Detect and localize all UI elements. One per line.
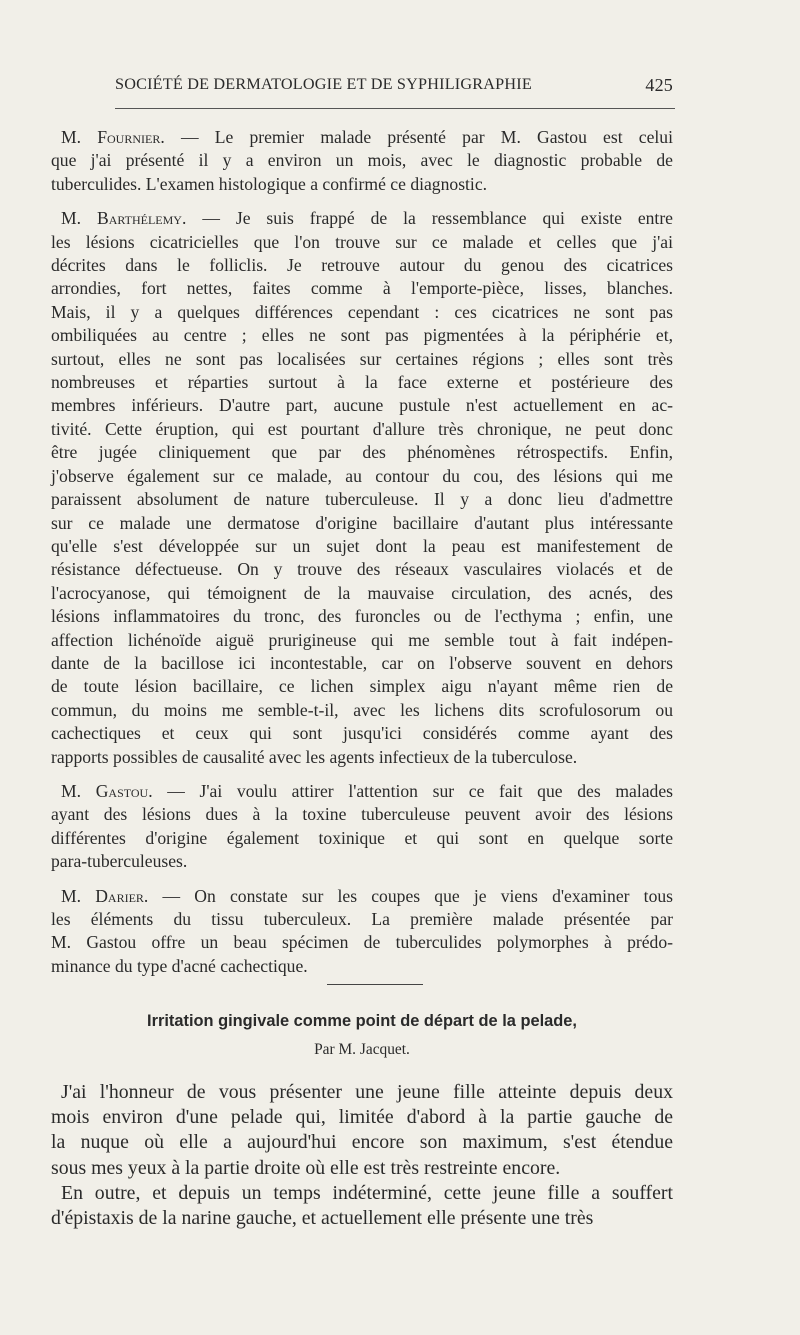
text-line: résistance défectueuse. On y trouve des réseaux vasculaires violacés et de xyxy=(51,559,673,580)
section-author: Par M. Jacquet. xyxy=(314,1041,410,1058)
paragraph xyxy=(51,1181,673,1231)
text-line: tuberculides. L'examen histologique a confirmé ce diagnostic. xyxy=(51,173,488,194)
text-line: lésions inflammatoires du tronc, des furoncles ou de l'ecthyma ; enfin, une xyxy=(51,606,673,627)
text-line: que j'ai présenté il y a environ un mois, avec le diagnostic probable de xyxy=(51,150,673,171)
text-line: rapports possibles de causalité avec les agents infectieux de la tuberculose. xyxy=(51,746,578,767)
text-line: minance du type d'acné cachectique. xyxy=(51,955,308,976)
speaker-name: M. Fournier. xyxy=(61,127,165,147)
text-line: M. Fournier. — Le premier malade présenté par M. Gastou est celui xyxy=(61,127,673,147)
text-line: para-tuberculeuses. xyxy=(51,851,188,872)
text-line: sous mes yeux à la partie droite où elle est très restreinte encore. xyxy=(51,1156,561,1179)
header-rule xyxy=(115,108,675,109)
paragraph xyxy=(51,780,673,874)
text-line: j'observe également sur ce malade, au contour du cou, des lésions qui me xyxy=(51,465,673,486)
paragraph xyxy=(51,207,673,769)
text-line: décrites dans le folliclis. Je retrouve autour du genou des cicatrices xyxy=(51,255,673,276)
section-title: Irritation gingivale comme point de départ de la pelade, xyxy=(147,1012,577,1030)
text-line: M. Barthélemy. — Je suis frappé de la ressemblance qui existe entre xyxy=(61,208,673,229)
speaker-name: M. Barthélemy. xyxy=(61,208,187,229)
text-line: commun, du moins me semble-t-il, avec les lichens dits scrofulosorum ou xyxy=(51,699,673,720)
text-line: qu'elle s'est développée sur un sujet dont la peau est manifestement de xyxy=(51,535,673,556)
header-title: SOCIÉTÉ DE DERMATOLOGIE ET DE SYPHILIGRAPHIE xyxy=(115,75,532,93)
discussion-body xyxy=(51,126,673,989)
text-line: surtout, elles ne sont pas localisées sur certaines régions ; elles sont très xyxy=(51,348,673,369)
text-line: d'épistaxis de la narine gauche, et actuellement elle présente une très xyxy=(51,1207,594,1230)
text-line: M. Gastou. — J'ai voulu attirer l'attention sur ce fait que des malades xyxy=(61,780,673,801)
text-line: de toute lésion bacillaire, ce lichen simplex aigu n'ayant même rien de xyxy=(51,676,673,697)
text-line: ayant des lésions dues à la toxine tuberculeuse peuvent avoir des lésions xyxy=(51,804,673,825)
text-line: différentes d'origine également toxinique et qui sont en quelque sorte xyxy=(51,827,673,848)
text-line: dante de la bacillose ici incontestable, car on l'observe souvent en dehors xyxy=(51,652,673,673)
text-line: arrondies, fort nettes, faites comme à l'emporte-pièce, lisses, blanches. xyxy=(51,278,673,299)
text-line: M. Darier. — On constate sur les coupes que je viens d'examiner tous xyxy=(61,885,674,906)
communication-body xyxy=(51,1080,673,1231)
text-line: J'ai l'honneur de vous présenter une jeune fille atteinte depuis deux xyxy=(61,1081,673,1103)
text-line: cachectiques et ceux qui sont jusqu'ici considérés comme ayant des xyxy=(51,723,673,744)
text-line: les lésions cicatricielles que l'on trouve sur ce malade et celles que j'ai xyxy=(51,231,673,252)
text-line: l'acrocyanose, qui témoignent de la mauvaise circulation, des acnés, des xyxy=(51,582,673,603)
text-line: sur ce malade une dermatose d'origine bacillaire d'autant plus intéressante xyxy=(51,512,673,533)
text-line: En outre, et depuis un temps indéterminé, cette jeune fille a souffert xyxy=(61,1181,673,1204)
paragraph xyxy=(51,885,673,979)
text-line: être jugée cliniquement que par des phénomènes rétrospectifs. Enfin, xyxy=(51,442,673,463)
text-line: affection lichénoïde aiguë prurigineuse qui me semble tout à fait indépen- xyxy=(51,629,673,650)
page-number: 425 xyxy=(645,75,673,95)
text-line: tivité. Cette éruption, qui est pourtant d'allure très chronique, ne peut donc xyxy=(51,418,673,439)
text-line: Mais, il y a quelques différences cependant : ces cicatrices ne sont pas xyxy=(51,301,673,322)
text-line: paraissent absolument de nature tuberculeuse. Il y a donc lieu d'admettre xyxy=(51,489,673,510)
paragraph xyxy=(51,1080,673,1181)
text-line: ombiliquées au centre ; elles ne sont pas pigmentées à la périphérie et, xyxy=(51,325,673,346)
speaker-name: M. Darier. xyxy=(61,885,149,906)
text-line: les éléments du tissu tuberculeux. La première malade présentée par xyxy=(51,909,673,929)
text-line: membres inférieurs. D'autre part, aucune pustule n'est actuellement en ac- xyxy=(51,395,673,416)
section-separator xyxy=(327,984,423,985)
text-line: nombreuses et réparties surtout à la face externe et postérieure des xyxy=(51,372,673,393)
text-line: M. Gastou offre un beau spécimen de tuberculides polymorphes à prédo- xyxy=(51,932,673,953)
running-header xyxy=(115,75,673,105)
speaker-name: M. Gastou. xyxy=(61,780,153,801)
text-line: la nuque où elle a aujourd'hui encore son maximum, s'est étendue xyxy=(51,1131,673,1154)
text-line: mois environ d'une pelade qui, limitée d'abord à la partie gauche de xyxy=(51,1106,673,1129)
paragraph xyxy=(51,126,673,196)
